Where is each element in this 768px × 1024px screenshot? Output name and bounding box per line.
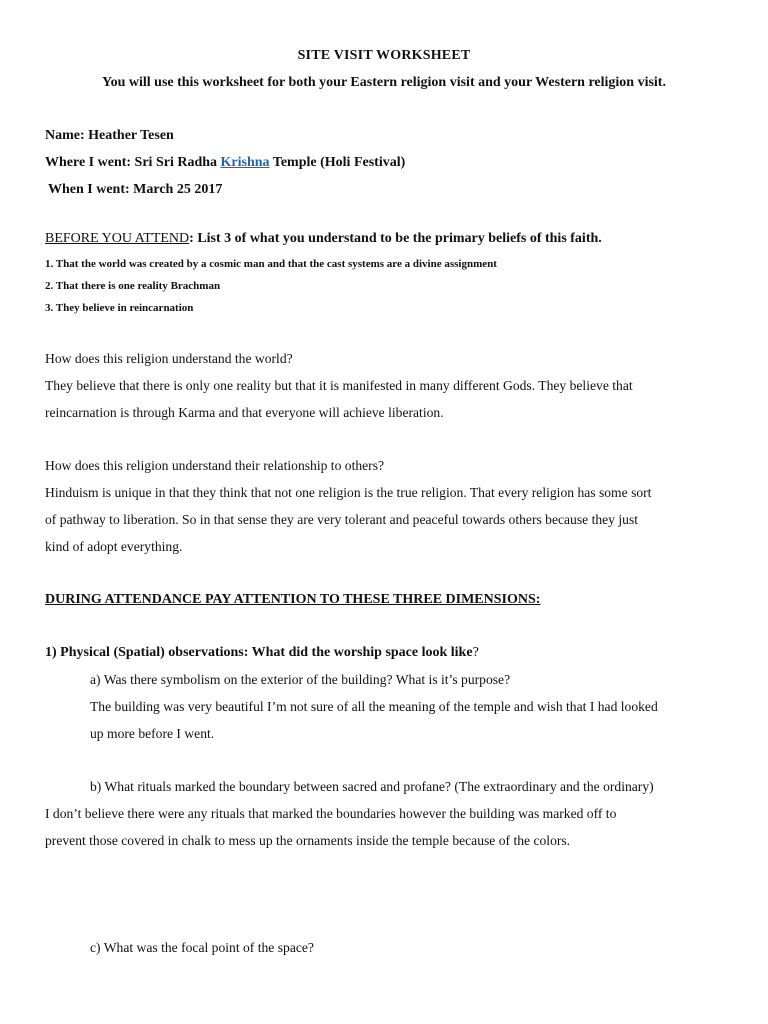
worksheet-subtitle: You will use this worksheet for both your Eastern religion visit and your Western religion visit. — [102, 75, 666, 90]
question-world: How does this religion understand the world? — [45, 351, 293, 366]
when-field: When I went: March 25 2017 — [48, 182, 223, 197]
answer-exterior-line: up more before I went. — [90, 726, 215, 741]
physical-heading-end: ? — [472, 645, 479, 660]
question-relationship: How does this religion understand their relationship to others? — [45, 458, 385, 473]
krishna-link[interactable]: Krishna — [220, 155, 270, 170]
where-field — [45, 155, 405, 171]
answer-relationship-line: of pathway to liberation. So in that sense they are very tolerant and peaceful towards others because they just — [45, 512, 639, 527]
answer-world-line: They believe that there is only one reality but that it is manifested in many different Gods. They believe that — [45, 378, 633, 393]
question-exterior-symbolism: a) Was there symbolism on the exterior of the building? What is it’s purpose? — [90, 672, 511, 687]
during-attendance-heading: DURING ATTENDANCE PAY ATTENTION TO THESE THREE DIMENSIONS: — [45, 592, 541, 607]
question-focal-point: c) What was the focal point of the space? — [90, 940, 314, 955]
question-boundary-rituals: b) What rituals marked the boundary between sacred and profane? (The extraordinary and the ordinary) — [90, 779, 654, 794]
before-attend-row — [45, 231, 602, 247]
where-prefix: Where I went: Sri Sri Radha — [45, 155, 221, 170]
belief-item: 3. They believe in reincarnation — [45, 302, 194, 314]
before-attend-instruction: : List 3 of what you understand to be the primary beliefs of this faith. — [189, 231, 602, 246]
worksheet-title: SITE VISIT WORKSHEET — [297, 48, 471, 63]
where-suffix: Temple (Holi Festival) — [269, 155, 406, 170]
answer-relationship-line: kind of adopt everything. — [45, 539, 183, 554]
belief-item: 2. That there is one reality Brachman — [45, 280, 221, 292]
before-attend-heading: BEFORE YOU ATTEND — [45, 231, 190, 246]
answer-relationship-line: Hinduism is unique in that they think that not one religion is the true religion. That every religion has some sort — [45, 485, 652, 500]
name-field: Name: Heather Tesen — [45, 128, 174, 143]
physical-heading-row — [45, 645, 479, 661]
belief-item: 1. That the world was created by a cosmic man and that the cast systems are a divine assignment — [45, 258, 497, 270]
answer-boundary-line: I don’t believe there were any rituals that marked the boundaries however the building was marked off to — [45, 806, 617, 821]
physical-heading: 1) Physical (Spatial) observations: What did the worship space look like — [45, 645, 473, 660]
answer-boundary-line: prevent those covered in chalk to mess up the ornaments inside the temple because of the colors. — [45, 833, 571, 848]
answer-world-line: reincarnation is through Karma and that everyone will achieve liberation. — [45, 405, 444, 420]
answer-exterior-line: The building was very beautiful I’m not sure of all the meaning of the temple and wish that I had looked — [90, 699, 658, 714]
